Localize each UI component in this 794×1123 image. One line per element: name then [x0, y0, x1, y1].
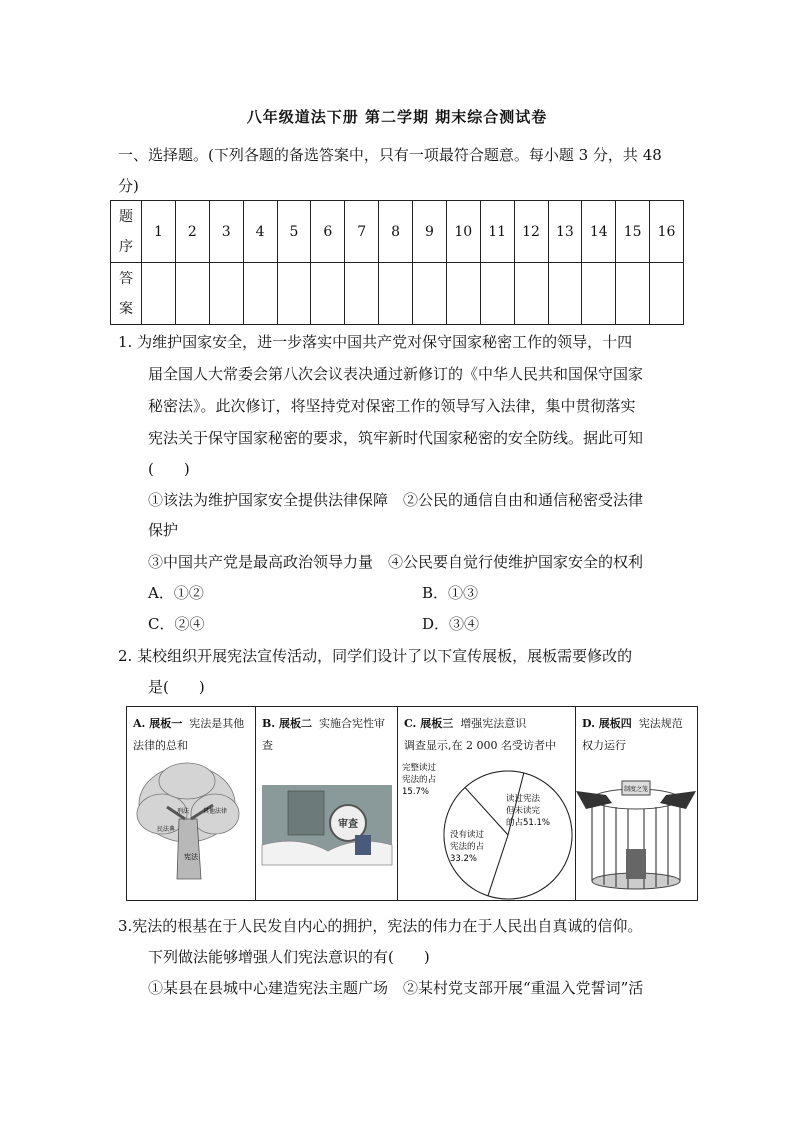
header-char: 案: [119, 300, 133, 317]
slice-label-partial: 读过宪法但未读完的占51.1%: [506, 794, 551, 828]
panel-a-label: A. 展板一: [133, 717, 183, 730]
tree-label-constitution: 宪法: [184, 853, 198, 861]
q2-stem-line: 2. 某校组织开展宪法宣传活动，同学们设计了以下宣传展板，展板需要修改的: [118, 647, 633, 665]
q3-statement: ①某县在县城中心建造宪法主题广场 ②某村党支部开展“重温入党誓词”活: [148, 979, 644, 997]
page-title: 八年级道法下册 第二学期 期末综合测试卷: [246, 108, 548, 126]
question-number-cell: 14: [582, 201, 616, 263]
panel-c-text: 增强宪法意识: [460, 717, 527, 730]
answer-cell[interactable]: [616, 263, 650, 325]
q1-answer-blank: ( ): [148, 460, 190, 478]
cage-label: 制度之笼: [624, 786, 649, 793]
section-heading: 一、选择题。(下列各题的备选答案中，只有一项最符合题意。每小题 3 分，共 48: [118, 146, 662, 164]
answer-table-number-row: [111, 201, 684, 263]
q1-stem-line: 届全国人大常委会第八次会议表决通过新修订的《中华人民共和国保守国家: [148, 365, 644, 383]
question-number-cell: 2: [175, 201, 209, 263]
answer-table-answer-row: [111, 263, 684, 325]
q1-statement: ③中国共产党是最高政治领导力量 ④公民要自觉行使维护国家安全的权利: [148, 553, 644, 571]
question-number-cell: 4: [243, 201, 277, 263]
answer-cell[interactable]: [413, 263, 447, 325]
slice-label-read-all: 完整读过宪法的占 15.7%: [402, 763, 437, 797]
section-heading-cont: 分): [118, 177, 139, 195]
panel-c-label: C. 展板三: [404, 717, 454, 730]
answer-cell[interactable]: [345, 263, 379, 325]
question-number-cell: 12: [514, 201, 548, 263]
panel-b-text: 实施合宪性审查: [262, 717, 385, 752]
answer-cell[interactable]: [480, 263, 514, 325]
q1-option-a[interactable]: A．①②: [148, 584, 204, 602]
question-number-cell: 13: [548, 201, 582, 263]
panel-a[interactable]: [127, 707, 255, 900]
q1-statement: 保护: [148, 521, 179, 539]
question-number-cell: 7: [345, 201, 379, 263]
header-char: 序: [119, 238, 133, 255]
q2-stem-line: 是( ): [148, 678, 205, 696]
question-number-cell: 11: [480, 201, 514, 263]
answer-cell[interactable]: [243, 263, 277, 325]
tree-label-civil: 民法典: [157, 826, 176, 833]
answer-table: [110, 200, 684, 325]
q1-option-d[interactable]: D．③④: [422, 615, 480, 633]
answer-cell[interactable]: [514, 263, 548, 325]
panel-b-label: B. 展板二: [262, 717, 312, 730]
question-number-cell: 16: [650, 201, 684, 263]
question-number-cell: 1: [142, 201, 176, 263]
panel-b[interactable]: [255, 707, 397, 900]
answer-cell[interactable]: [311, 263, 345, 325]
panel-c-subtext: 调查显示,在 2 000 名受访者中: [404, 739, 556, 752]
header-char: 答: [119, 270, 133, 287]
question-number-cell: 6: [311, 201, 345, 263]
q3-stem-line: 3.宪法的根基在于人民发自内心的拥护，宪法的伟力在于人民出自真诚的信仰。: [118, 917, 643, 935]
q1-stem-line: 秘密法》。此次修订，将坚持党对保密工作的领导写入法律，集中贯彻落实: [148, 397, 636, 415]
answer-cell[interactable]: [446, 263, 480, 325]
table-header-cell: [111, 201, 142, 263]
answer-cell[interactable]: [175, 263, 209, 325]
answer-cell[interactable]: [379, 263, 413, 325]
answer-cell[interactable]: [209, 263, 243, 325]
exhibit-panels: [126, 706, 698, 901]
panel-b-caption: [262, 713, 393, 757]
panel-d[interactable]: [575, 707, 696, 900]
question-number-cell: 10: [446, 201, 480, 263]
q1-stem-line: 1. 为维护国家安全，进一步落实中国共产党对保守国家秘密工作的领导，十四: [118, 333, 633, 351]
q3-stem-line: 下列做法能够增强人们宪法意识的有( ): [148, 948, 430, 966]
tree-label-other: 其他法律: [203, 808, 228, 815]
review-seal: 审查: [338, 819, 358, 830]
q1-option-c[interactable]: C．②④: [148, 615, 205, 633]
panel-a-caption: [133, 713, 251, 757]
panel-d-text: 宪法规范权力运行: [582, 717, 683, 752]
cage-illustration: [576, 769, 696, 899]
panel-a-text: 宪法是其他法律的总和: [133, 717, 245, 752]
slice-label-not-read: 没有读过宪法的占 33.2%: [450, 830, 485, 864]
q1-stem-line: 宪法关于保守国家秘密的要求，筑牢新时代国家秘密的安全防线。据此可知: [148, 429, 644, 447]
question-number-cell: 5: [277, 201, 311, 263]
q1-option-b[interactable]: B．①③: [422, 584, 479, 602]
question-number-cell: 8: [379, 201, 413, 263]
question-number-cell: 15: [616, 201, 650, 263]
question-number-cell: 9: [413, 201, 447, 263]
tree-illustration: [127, 759, 255, 899]
question-number-cell: 3: [209, 201, 243, 263]
survey-pie-chart: [398, 751, 576, 901]
answer-cell[interactable]: [142, 263, 176, 325]
answer-cell[interactable]: [650, 263, 684, 325]
book-illustration: [258, 785, 398, 875]
header-char: 题: [119, 208, 133, 225]
table-header-cell: [111, 263, 142, 325]
panel-d-label: D. 展板四: [582, 717, 632, 730]
panel-d-caption: [582, 713, 692, 757]
panel-c[interactable]: [397, 707, 575, 900]
answer-cell[interactable]: [582, 263, 616, 325]
q1-statement: ①该法为维护国家安全提供法律保障 ②公民的通信自由和通信秘密受法律: [148, 491, 644, 509]
answer-cell[interactable]: [548, 263, 582, 325]
tree-label-criminal: 刑法: [177, 808, 190, 815]
answer-cell[interactable]: [277, 263, 311, 325]
